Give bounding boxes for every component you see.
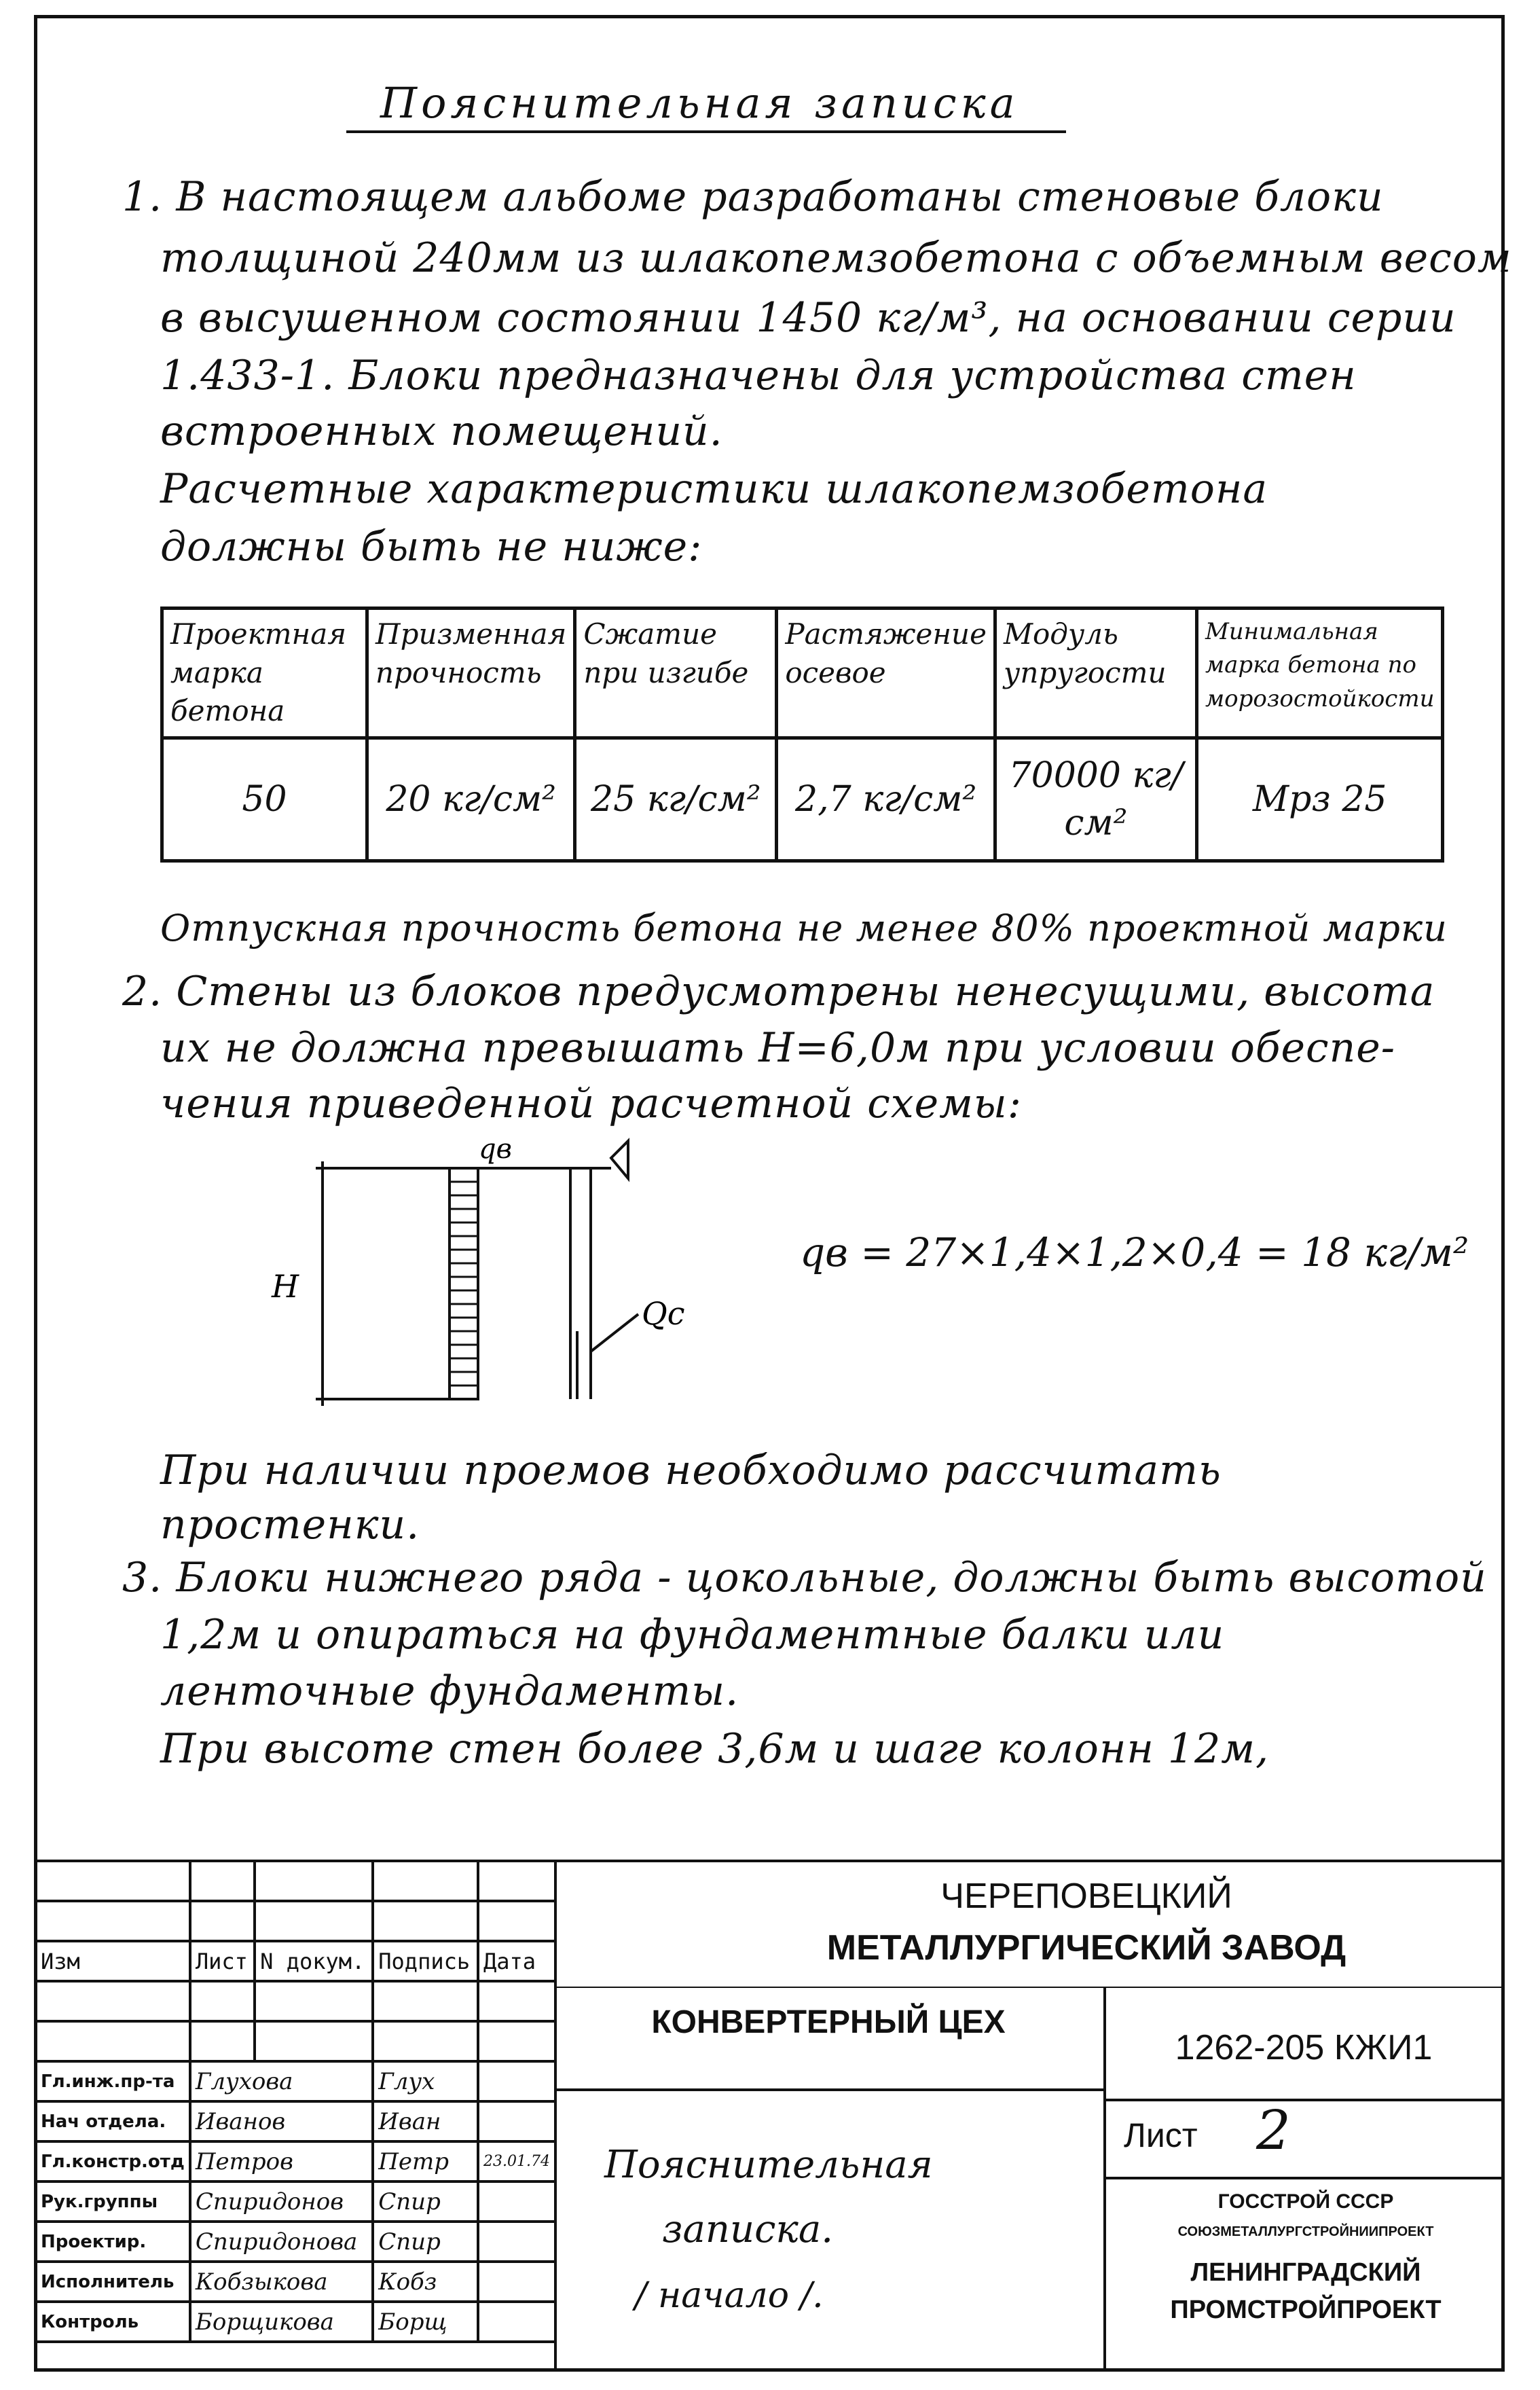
role-cell: Гл.инж.пр-та [35, 2061, 190, 2101]
wind-load-formula: qв = 27×1,4×1,2×0,4 = 18 кг/м² [800, 1229, 1469, 1275]
table-cell: 2,7 кг/см² [777, 738, 995, 861]
signature-cell: Глух [373, 2061, 478, 2101]
p1-line-2: толщиной 240мм из шлакопемзобетона с объемным весом [160, 234, 1512, 282]
table-row [35, 2101, 555, 2141]
name-cell: Петров [190, 2141, 373, 2181]
p2-line-3: чения приведенной расчетной схемы: [160, 1080, 1022, 1127]
title-underline [346, 130, 1066, 133]
sheet-number: 2 [1256, 2099, 1291, 2162]
role-cell: Контроль [35, 2302, 190, 2342]
table-header-cell: Призменная прочность [367, 609, 575, 738]
doc-title-line-2: записка. [662, 2207, 834, 2251]
signature-cell: Спир [373, 2181, 478, 2222]
table-row [35, 2302, 555, 2342]
p2-line-2: их не должна превышать H=6,0м при условии обеспе- [160, 1024, 1396, 1072]
table-header-cell: Модуль упругости [995, 609, 1196, 738]
agency-line-4: ПРОМСТРОЙПРОЕКТ [1170, 2296, 1442, 2324]
doc-title-line-3: / начало /. [635, 2275, 824, 2316]
date-cell [478, 2222, 555, 2262]
signature-table [34, 1860, 557, 2343]
signature-cell: Петр [373, 2141, 478, 2181]
date-cell [478, 2061, 555, 2101]
agency-line-3: ЛЕНИНГРАДСКИЙ [1190, 2258, 1421, 2287]
sheet-label: Лист [1124, 2116, 1198, 2154]
name-cell: Кобзыкова [190, 2262, 373, 2302]
table-row [35, 1901, 555, 1941]
table-row [35, 1981, 555, 2021]
date-cell [478, 2181, 555, 2222]
name-cell: Спиридонов [190, 2181, 373, 2222]
table-row [35, 2061, 555, 2101]
p1-line-5: встроенных помещений. [160, 408, 723, 455]
doc-title-line-1: Пояснительная [604, 2143, 933, 2187]
col-header-doc: N докум. [255, 1941, 373, 1981]
table-cell: Мрз 25 [1196, 738, 1443, 861]
document-code: 1262-205 КЖИ1 [1175, 2028, 1433, 2067]
table-row [35, 2021, 555, 2061]
name-cell: Иванов [190, 2101, 373, 2141]
table-cell: 70000 кг/см² [995, 738, 1196, 861]
calc-line-2: должны быть не ниже: [160, 523, 703, 571]
date-cell [478, 2101, 555, 2141]
table-row [35, 2181, 555, 2222]
table-cell: 25 кг/см² [575, 738, 777, 861]
p2-line-1: 2. Стены из блоков предусмотрены ненесущими, высота [122, 968, 1435, 1015]
qc-leader-line [591, 1314, 638, 1352]
table-header-cell: Растяжение осевое [777, 609, 995, 738]
table-header-cell: Сжатие при изгибе [575, 609, 777, 738]
title-block-signatures [34, 1860, 557, 2372]
col-header-change: Изм [35, 1941, 190, 1981]
org-divider [554, 1987, 1505, 1989]
table-row [35, 2222, 555, 2262]
agency-line-1: ГОССТРОЙ СССР [1217, 2190, 1394, 2213]
design-scheme-diagram [258, 1127, 706, 1426]
date-cell [478, 2262, 555, 2302]
table-cell: 50 [162, 738, 367, 861]
p1-line-4: 1.433-1. Блоки предназначены для устройства стен [160, 352, 1357, 399]
date-cell [478, 2302, 555, 2342]
name-cell: Спиридонова [190, 2222, 373, 2262]
agency-line-2: СОЮЗМЕТАЛЛУРГСТРОЙНИИПРОЕКТ [1177, 2224, 1434, 2239]
table-row [35, 2262, 555, 2302]
table-header-cell: Минимальная марка бетона по морозостойкости [1196, 609, 1443, 738]
role-cell: Исполнитель [35, 2262, 190, 2302]
role-cell: Рук.группы [35, 2181, 190, 2222]
col-header-signature: Подпись [373, 1941, 478, 1981]
wind-load-label: qв [479, 1134, 512, 1165]
role-cell: Нач отдела. [35, 2101, 190, 2141]
col-header-date: Дата [478, 1941, 555, 1981]
department-divider [554, 2088, 1103, 2091]
own-weight-label: Qc [642, 1295, 685, 1332]
table-header-cell: Проектная марка бетона [162, 609, 367, 738]
p1-line-3: в высушенном состоянии 1450 кг/м³, на основании серии [160, 294, 1456, 342]
top-support-icon [611, 1141, 628, 1178]
table-row [35, 1861, 555, 1901]
signature-cell: Спир [373, 2222, 478, 2262]
org-name-line-2: МЕТАЛЛУРГИЧЕСКИЙ ЗАВОД [826, 1928, 1346, 1968]
department-name: КОНВЕРТЕРНЫЙ ЦЕХ [651, 2004, 1006, 2040]
height-label: H [272, 1268, 299, 1305]
p3-line-2: 1,2м и опираться на фундаментные балки или [160, 1611, 1225, 1659]
date-cell: 23.01.74 [478, 2141, 555, 2181]
org-name-line-1: ЧЕРЕПОВЕЦКИЙ [940, 1877, 1232, 1916]
signature-cell: Кобз [373, 2262, 478, 2302]
table-row [162, 738, 1443, 861]
table-header-row [162, 609, 1443, 738]
code-sheet-divider [1103, 2099, 1505, 2101]
table-row [35, 2141, 555, 2181]
release-strength-line: Отпускная прочность бетона не менее 80% проектной марки [160, 907, 1448, 949]
signature-cell: Борщ [373, 2302, 478, 2342]
table-cell: 20 кг/см² [367, 738, 575, 861]
openings-line-2: простенки. [160, 1501, 420, 1549]
name-cell: Борщикова [190, 2302, 373, 2342]
p1-line-1: 1. В настоящем альбоме разработаны стеновые блоки [122, 173, 1384, 221]
table-row [35, 1941, 555, 1981]
role-cell: Гл.констр.отд [35, 2141, 190, 2181]
openings-line-1: При наличии проемов необходимо рассчитать [160, 1447, 1222, 1494]
role-cell: Проектир. [35, 2222, 190, 2262]
sheet-agency-divider [1103, 2177, 1505, 2179]
p3-line-3: ленточные фундаменты. [160, 1667, 739, 1715]
page-title: Пояснительная записка [380, 78, 1019, 128]
col-header-sheet: Лист [190, 1941, 255, 1981]
calc-line-1: Расчетные характеристики шлакопемзобетона [160, 465, 1268, 513]
p3-line-4: При высоте стен более 3,6м и шаге колонн 12м, [160, 1725, 1270, 1773]
p3-line-1: 3. Блоки нижнего ряда - цокольные, должны быть высотой [122, 1554, 1487, 1601]
wind-load-diagram [450, 1168, 478, 1399]
signature-cell: Иван [373, 2101, 478, 2141]
concrete-properties-table [160, 606, 1444, 863]
name-cell: Глухова [190, 2061, 373, 2101]
